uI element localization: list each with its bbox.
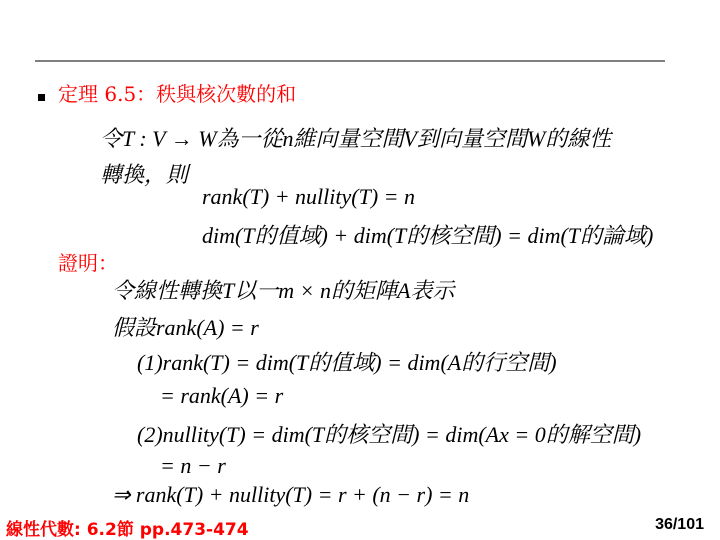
- proof-line-5: (2)nullity(T) = dim(T的核空間) = dim(Ax = 0的解空間): [137, 422, 642, 447]
- proof-conclusion: ⇒ rank(T) + nullity(T) = r + (n − r) = n: [112, 482, 470, 507]
- proof-line-2: 假設rank(A) = r: [112, 315, 259, 340]
- title-divider: [35, 60, 665, 62]
- bullet-icon: [38, 94, 45, 101]
- proof-line-6: = n − r: [160, 453, 226, 478]
- statement-line-1: 令T : V → W為一從n維向量空間V到向量空間W的線性: [100, 126, 612, 151]
- proof-label: 證明：: [58, 251, 118, 275]
- footer-course-ref: 線性代數: 6.2節 pp.473-474: [6, 520, 249, 540]
- statement-line-2: 轉換，則: [100, 162, 189, 187]
- proof-line-4: = rank(A) = r: [160, 383, 284, 408]
- proof-line-1: 令線性轉換T以一m × n的矩陣A表示: [112, 278, 455, 303]
- proof-line-3: (1)rank(T) = dim(T的值域) = dim(A的行空間): [137, 350, 557, 375]
- statement-equation-2: dim(T的值域) + dim(T的核空間) = dim(T的論域): [202, 223, 654, 248]
- statement-equation-1: rank(T) + nullity(T) = n: [202, 184, 416, 209]
- theorem-title: 定理 6.5：秩與核次數的和: [58, 82, 297, 106]
- page-number: 36/101: [655, 516, 704, 533]
